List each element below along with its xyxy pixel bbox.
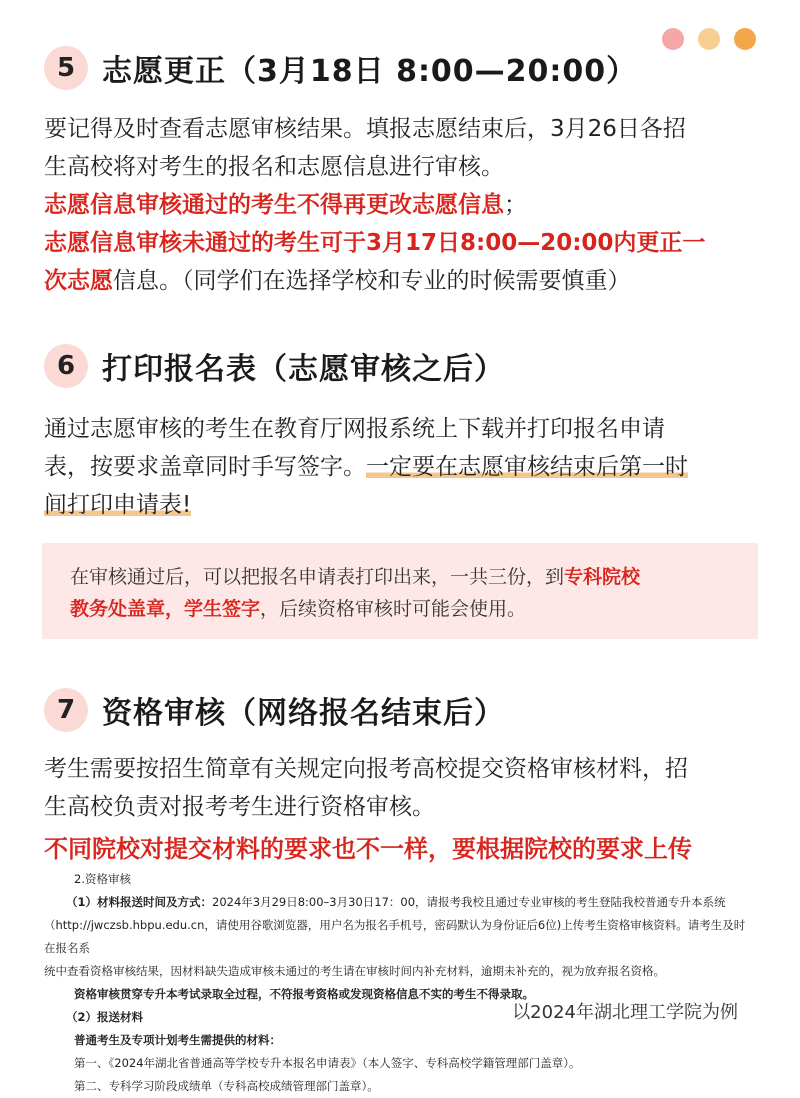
section-6-header <box>44 338 756 394</box>
section-5-header <box>44 40 756 96</box>
highlighted-text: 一定要在志愿审核结束后第一时 <box>366 454 688 480</box>
excerpt-line: 统中查看资格审核结果，因材料缺失造成审核未通过的考生请在审核时间内补充材料，逾期未补充的，视为放弃报名资格。 <box>44 964 665 978</box>
excerpt-bold-line: 资格审核贯穿专升本考试录取全过程，不符报考资格或发现资格信息不实的考生不得录取。 <box>74 987 534 1001</box>
red-emphasis: 次志愿 <box>44 268 113 294</box>
tip-line <box>70 561 730 593</box>
highlighted-text: 间打印申请表! <box>44 492 192 518</box>
red-emphasis-line: 不同院校对提交材料的要求也不一样，要根据院校的要求上传 <box>44 835 692 863</box>
excerpt-line <box>44 891 756 914</box>
section-title: 志愿更正（3月18日 8:00—20:00） <box>102 54 638 89</box>
paragraph-line <box>44 486 756 524</box>
section-title: 资格审核（网络报名结束后） <box>102 696 505 731</box>
section-6 <box>44 338 756 524</box>
paragraph-line: 要记得及时查看志愿审核结果。填报志愿结束后，3月26日各招 <box>44 116 686 142</box>
tip-text: ，后续资格审核时可能会使用。 <box>260 598 527 620</box>
document-excerpt <box>44 868 756 1098</box>
section-7 <box>44 682 756 868</box>
paragraph-tail: 信息。（同学们在选择学校和专业的时候需要慎重） <box>113 268 631 294</box>
paragraph-line <box>44 262 756 300</box>
paragraph-line: 生高校将对考生的报名和志愿信息进行审核。 <box>44 154 504 180</box>
section-number-badge: 6 <box>44 344 88 388</box>
paragraph-line <box>44 448 756 486</box>
example-caption: 以2024年湖北理工学院为例 <box>512 1002 738 1023</box>
paragraph-line: 通过志愿审核的考生在教育厅网报系统上下载并打印报名申请 <box>44 416 665 442</box>
paragraph-text: 表，按要求盖章同时手写签字。 <box>44 454 366 480</box>
excerpt-line: 第二、专科学习阶段成绩单（专科高校成绩管理部门盖章）。 <box>74 1079 379 1093</box>
excerpt-heading: 2.资格审核 <box>74 872 131 886</box>
tip-box <box>42 543 758 639</box>
red-emphasis: 志愿信息审核通过的考生不得再更改志愿信息 <box>44 192 504 218</box>
paragraph-line <box>44 186 756 224</box>
excerpt-line: 第一、《2024年湖北省普通高等学校专升本报名申请表》（本人签字、专科高校学籍管理部门盖章）。 <box>74 1056 581 1070</box>
section-number-badge: 7 <box>44 688 88 732</box>
section-title: 打印报名表（志愿审核之后） <box>102 352 505 387</box>
tip-red-text: 专科院校 <box>564 566 641 588</box>
excerpt-bold-line: 普通考生及专项计划考生需提供的材料： <box>74 1033 281 1047</box>
excerpt-label: （2）报送材料 <box>66 1010 144 1024</box>
paragraph-line: 考生需要按招生简章有关规定向报考高校提交资格审核材料，招 <box>44 756 688 782</box>
tip-red-text: 教务处盖章，学生签字 <box>70 598 261 620</box>
punctuation: ； <box>504 192 527 218</box>
excerpt-label: （1）材料报送时间及方式： <box>66 895 213 909</box>
section-number-badge: 5 <box>44 46 88 90</box>
section-5 <box>44 40 756 300</box>
red-emphasis-line: 志愿信息审核未通过的考生可于3月17日8:00—20:00内更正一 <box>44 230 706 256</box>
excerpt-line: （http://jwczsb.hbpu.edu.cn，请使用谷歌浏览器，用户名为报名手机号，密码默认为身份证后6位)上传考生资格审核资料。请考生及时在报名系 <box>44 918 746 955</box>
section-7-header <box>44 682 756 738</box>
paragraph-line: 生高校负责对报考考生进行资格审核。 <box>44 794 435 820</box>
tip-text: 在审核通过后，可以把报名申请表打印出来，一共三份，到 <box>70 566 565 588</box>
tip-line <box>70 593 730 625</box>
excerpt-text: 2024年3月29日8:00–3月30日17：00，请报考我校且通过专业审核的考生登陆我校普通专升本系统 <box>212 895 726 909</box>
